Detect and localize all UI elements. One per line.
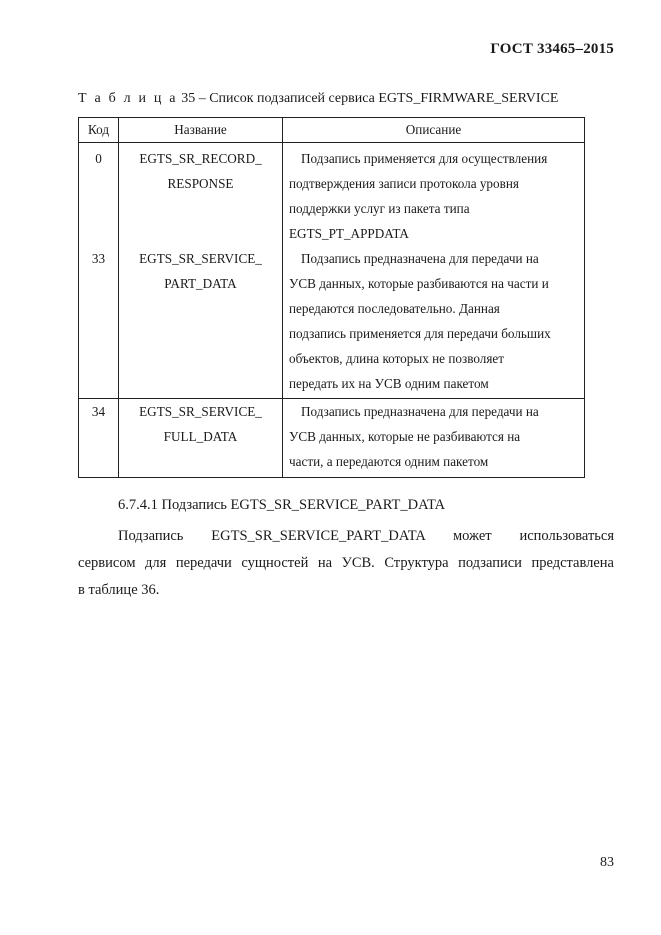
- page-number: 83: [600, 855, 614, 870]
- cell-description-line: объектов, длина которых не позволяет: [289, 351, 505, 366]
- cell-code: 33: [79, 246, 119, 399]
- cell-name-line: EGTS_SR_SERVICE_: [139, 404, 262, 419]
- table-row: [79, 246, 585, 399]
- cell-name: [119, 246, 283, 399]
- cell-name: [119, 399, 283, 478]
- cell-description: [283, 246, 585, 399]
- table-caption-label: Т а б л и ц а: [78, 91, 178, 106]
- cell-name-line: RESPONSE: [167, 176, 234, 191]
- table-row: [79, 143, 585, 247]
- cell-name: [119, 143, 283, 247]
- table-row: [79, 399, 585, 478]
- cell-description-line: Подзапись предназначена для передачи на: [301, 251, 539, 266]
- table-header-row: [79, 118, 585, 143]
- document-header: ГОСТ 33465–2015: [490, 41, 614, 57]
- paragraph-line: в таблице 36.: [78, 582, 160, 598]
- cell-name-line: EGTS_SR_SERVICE_: [139, 251, 262, 266]
- column-header-code: Код: [79, 118, 119, 143]
- cell-description-line: передаются последовательно. Данная: [289, 301, 500, 316]
- cell-description-line: УСВ данных, которые разбиваются на части и: [289, 276, 549, 291]
- paragraph-line: Подзапись EGTS_SR_SERVICE_PART_DATA может использоваться: [118, 528, 614, 544]
- section-heading: 6.7.4.1 Подзапись EGTS_SR_SERVICE_PART_DATA: [118, 497, 446, 513]
- subrecord-table: [78, 117, 585, 478]
- cell-code: 0: [79, 143, 119, 247]
- cell-description-line: подзапись применяется для передачи больших: [289, 326, 551, 341]
- cell-name-line: EGTS_SR_RECORD_: [139, 151, 262, 166]
- body-paragraph: [78, 523, 614, 604]
- cell-description-line: подтверждения записи протокола уровня: [289, 176, 519, 191]
- cell-name-line: FULL_DATA: [163, 429, 238, 444]
- column-header-name: Название: [119, 118, 283, 143]
- cell-description-line: поддержки услуг из пакета типа: [289, 201, 470, 216]
- table-caption: [78, 91, 558, 107]
- table-caption-text: 35 – Список подзаписей сервиса EGTS_FIRMWARE_SERVICE: [177, 91, 559, 106]
- cell-description-line: передать их на УСВ одним пакетом: [289, 376, 489, 391]
- cell-description: [283, 399, 585, 478]
- column-header-description: Описание: [283, 118, 585, 143]
- paragraph-line: сервисом для передачи сущностей на УСВ. Структура подзаписи представлена: [78, 555, 614, 571]
- cell-description-line: части, а передаются одним пакетом: [289, 454, 489, 469]
- cell-code: 34: [79, 399, 119, 478]
- cell-description-line: Подзапись применяется для осуществления: [301, 151, 548, 166]
- cell-name-line: PART_DATA: [164, 276, 237, 291]
- cell-description-line: Подзапись предназначена для передачи на: [301, 404, 539, 419]
- cell-description-line: EGTS_PT_APPDATA: [289, 226, 409, 241]
- cell-description-line: УСВ данных, которые не разбиваются на: [289, 429, 521, 444]
- cell-description: [283, 143, 585, 247]
